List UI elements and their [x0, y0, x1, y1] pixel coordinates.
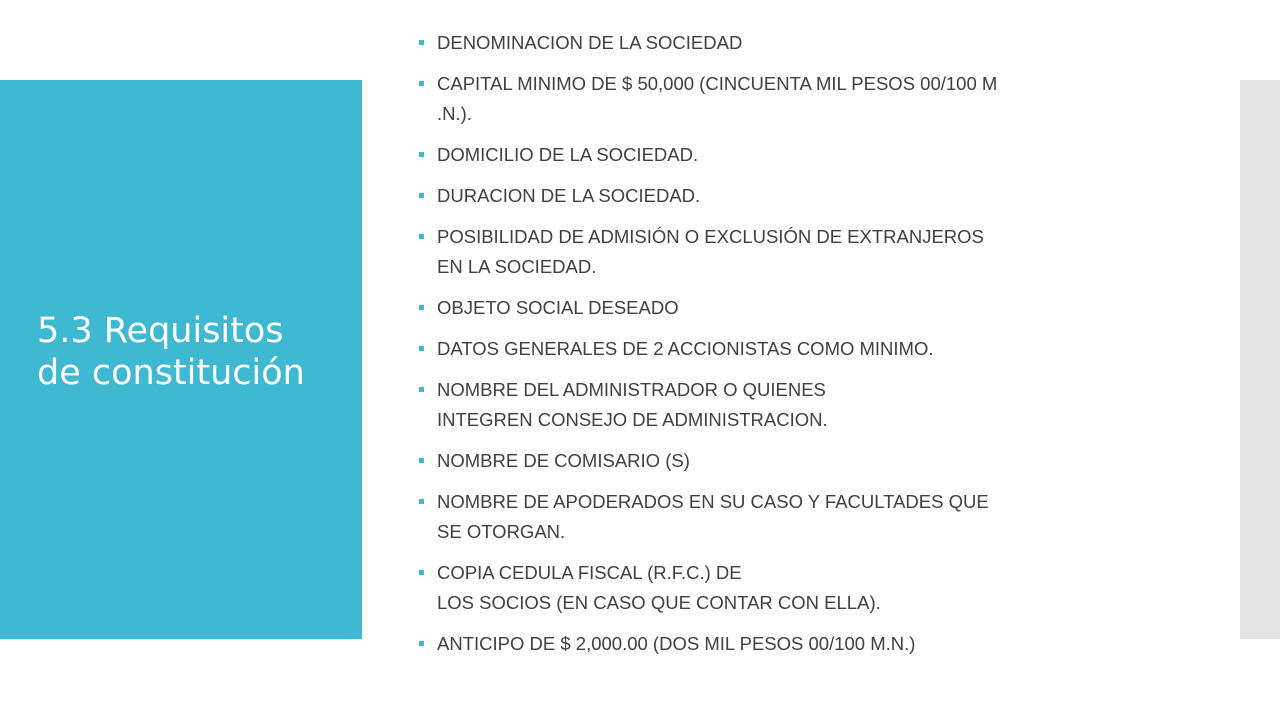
list-item [412, 375, 1182, 435]
list-item-text: NOMBRE DE COMISARIO (S) [437, 450, 690, 471]
side-bar [1240, 80, 1280, 639]
list-item-text: COPIA CEDULA FISCAL (R.F.C.) DE LOS SOCIOS (EN CASO QUE CONTAR CON ELLA). [437, 562, 881, 613]
square-bullet-icon [419, 499, 424, 504]
list-item [412, 140, 1182, 170]
square-bullet-icon [419, 641, 424, 646]
list-item-text: DENOMINACION DE LA SOCIEDAD [437, 32, 743, 53]
list-item [412, 181, 1182, 211]
list-item-text: CAPITAL MINIMO DE $ 50,000 (CINCUENTA MIL PESOS 00/100 M .N.). [437, 73, 998, 124]
list-item-text: POSIBILIDAD DE ADMISIÓN O EXCLUSIÓN DE EXTRANJEROS EN LA SOCIEDAD. [437, 226, 984, 277]
square-bullet-icon [419, 305, 424, 310]
square-bullet-icon [419, 234, 424, 239]
list-item [412, 446, 1182, 476]
list-item-text: OBJETO SOCIAL DESEADO [437, 297, 679, 318]
list-item [412, 28, 1182, 58]
square-bullet-icon [419, 81, 424, 86]
list-item-text: DOMICILIO DE LA SOCIEDAD. [437, 144, 699, 165]
list-item-text: DATOS GENERALES DE 2 ACCIONISTAS COMO MINIMO. [437, 338, 934, 359]
square-bullet-icon [419, 458, 424, 463]
square-bullet-icon [419, 40, 424, 45]
square-bullet-icon [419, 387, 424, 392]
square-bullet-icon [419, 570, 424, 575]
list-item [412, 487, 1182, 547]
square-bullet-icon [419, 346, 424, 351]
list-item-text: ANTICIPO DE $ 2,000.00 (DOS MIL PESOS 00/100 M.N.) [437, 633, 916, 654]
list-item [412, 334, 1182, 364]
list-item [412, 558, 1182, 618]
square-bullet-icon [419, 193, 424, 198]
slide-title: 5.3 Requisitos de constitución [37, 311, 305, 393]
list-item [412, 222, 1182, 282]
square-bullet-icon [419, 152, 424, 157]
requirements-list [412, 28, 1182, 670]
list-item-text: DURACION DE LA SOCIEDAD. [437, 185, 701, 206]
list-item [412, 293, 1182, 323]
list-item [412, 69, 1182, 129]
list-item-text: NOMBRE DE APODERADOS EN SU CASO Y FACULTADES QUE SE OTORGAN. [437, 491, 989, 542]
list-item [412, 629, 1182, 659]
list-item-text: NOMBRE DEL ADMINISTRADOR O QUIENES INTEGREN CONSEJO DE ADMINISTRACION. [437, 379, 828, 430]
